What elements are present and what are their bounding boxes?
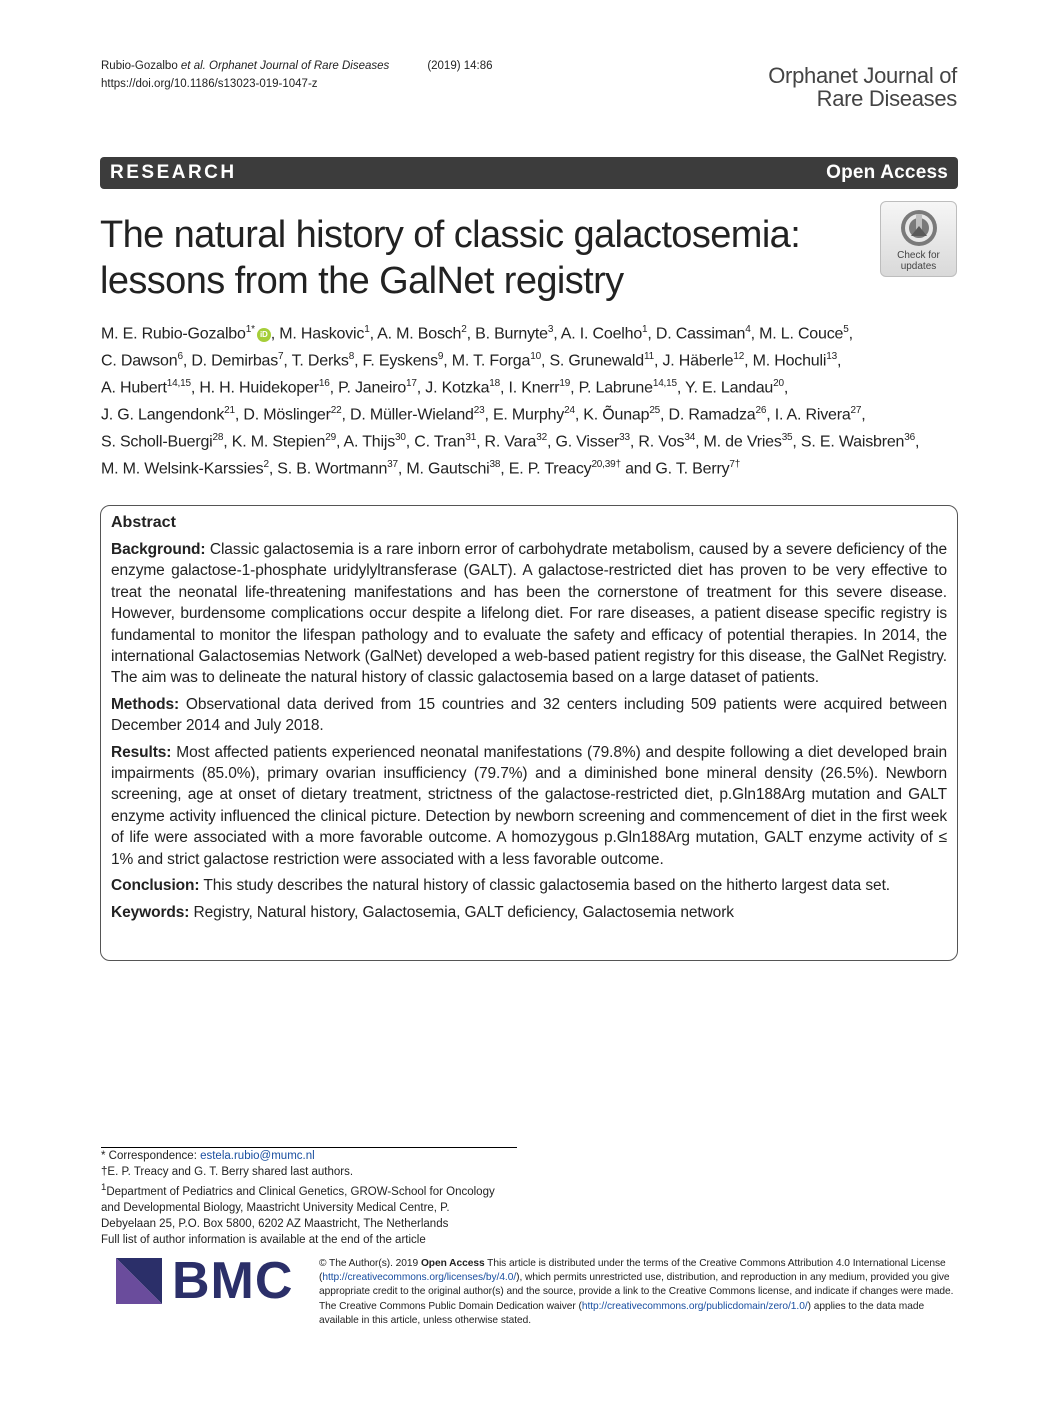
citation-authors: Rubio-Gozalbo: [101, 60, 181, 72]
affiliation: [101, 1180, 521, 1200]
author-affiliation-number: 33: [619, 431, 630, 443]
author-name: ,: [861, 406, 866, 424]
author-name: , J. Häberle: [653, 352, 734, 370]
author-affiliation-number: 22: [330, 404, 342, 416]
check-for-updates-badge[interactable]: [880, 201, 957, 277]
author-name: ,: [783, 379, 789, 397]
check-for-updates-text: [897, 250, 940, 272]
title-line1: The natural history of classic galactosemia:: [100, 214, 801, 256]
author-name: , M. Gautschi: [397, 459, 490, 477]
correspondence-label: * Correspondence:: [101, 1150, 201, 1162]
author-name: S. Scholl-Buergi: [101, 433, 213, 451]
abstract-methods: [111, 694, 947, 737]
conclusion-label: Conclusion:: [111, 877, 200, 895]
affiliation-line2: and Developmental Biology, Maastricht University Medical Centre, P.: [101, 1201, 450, 1214]
author-affiliation-number: 4: [745, 324, 751, 335]
author-affiliation-number: 14,15: [652, 377, 677, 389]
author-name: , E. P. Treacy: [500, 459, 592, 477]
abstract-keywords: [111, 902, 947, 923]
author-name: , J. Kotzka: [416, 379, 490, 397]
author-name: , M. T. Forga: [443, 352, 531, 370]
journal-name-line1: Orphanet Journal of: [768, 63, 957, 88]
results-text: Most affected patients experienced neonatal manifestations (79.8%) and despite following a diet developed brain impairments (85.0%), primary ovarian insufficiency (79.7%) and a diminished bone mineral density (26.5%). Newborn screening, age at onset of dietary treatment, strictness of the galactose-restricted diet, p.Gln188Arg mutation and GALT enzyme activity influenced the clinical picture. Detection by newborn screening and commencement of diet in the first week of life were associated with a more favorable outcome. A homozygous p.Gln188Arg mutation, GALT enzyme activity of ≤ 1% and strict galactose restriction were associated with a less favorable outcome.: [111, 743, 947, 868]
author-affiliation-number: 14,15: [166, 377, 191, 389]
author-affiliation-number: 13: [826, 350, 837, 362]
author-name: , D. Möslinger: [234, 406, 331, 424]
author-affiliation-number: 29: [325, 431, 336, 443]
author-affiliation-number: 30: [395, 431, 406, 443]
citation-volume: (2019) 14:86: [427, 60, 493, 72]
author-affiliation-number: 7†: [729, 458, 741, 470]
bmc-logo: [116, 1252, 294, 1310]
author-affiliation-number: 19: [559, 377, 571, 389]
author-name: , H. H. Huidekoper: [190, 379, 319, 397]
correspondence: [101, 1148, 521, 1164]
author-affiliation-number: 21: [224, 404, 235, 416]
author-line: [101, 319, 961, 346]
background-text: Classic galactosemia is a rare inborn error of carbohydrate metabolism, caused by a severe deficiency of the enzyme galactose-1-phosphate uridylyltransferase (GALT). A galactose-restricted diet has proven to be very effective to treat the neonatal life-threatening manifestations and has been the cornerstone of treatment for this severe disease. However, burdensome complications occur despite a lifelong diet. For rare diseases, a patient disease specific registry is fundamental to monitor the lifespan pathology and to evaluate the safety and efficacy of potential therapies. In 2014, the international Galactosemias Network (GalNet) developed a web-based patient registry for this disease, the GalNet Registry. The aim was to delineate the natural history of classic galactosemia based on a large dataset of patients.: [111, 541, 947, 687]
author-affiliation-number: 6: [177, 350, 183, 362]
author-affiliation-number: 28: [212, 431, 224, 443]
author-affiliation-number: 2: [461, 324, 467, 335]
author-name: , E. Murphy: [484, 406, 565, 424]
methods-text: Observational data derived from 15 countries and 32 centers including 509 patients were acquired between December 2014 and July 2018.: [111, 695, 947, 735]
results-label: Results:: [111, 743, 172, 761]
author-affiliation-number: 26: [755, 404, 767, 416]
author-affiliation-number: 3: [547, 324, 554, 335]
author-affiliation-number: 2: [263, 458, 269, 470]
author-name: , S. B. Wortmann: [268, 459, 388, 477]
abstract-heading: Abstract: [111, 514, 176, 531]
author-name: , D. Müller-Wieland: [341, 406, 474, 424]
doi-link[interactable]: https://doi.org/10.1186/s13023-019-1047-z: [101, 78, 318, 90]
author-affiliation-number: 10: [530, 350, 541, 362]
open-access-label: Open Access: [826, 162, 948, 183]
license-cc0-link[interactable]: http://creativecommons.org/publicdomain/zero/1.0/: [581, 1300, 808, 1312]
author-name: , D. Cassiman: [647, 325, 746, 343]
check-for-updates-line2: updates: [900, 261, 937, 272]
conclusion-text: This study describes the natural history of classic galactosemia based on the hitherto largest data set.: [199, 877, 890, 895]
author-name: , K. M. Stepien: [223, 433, 326, 451]
abstract-conclusion: [111, 875, 947, 896]
section-banner: [100, 157, 958, 189]
author-name: , P. Janeiro: [329, 379, 407, 397]
abstract-background: [111, 539, 947, 689]
author-name: , M. L. Couce: [750, 325, 844, 343]
author-name: J. G. Langendonk: [101, 406, 225, 424]
author-affiliation-number: 37: [387, 458, 398, 470]
author-affiliation-number: 38: [489, 458, 501, 470]
affiliation-line3: Debyelaan 25, P.O. Box 5800, 6202 AZ Maastricht, The Netherlands: [101, 1217, 449, 1230]
author-name: , D. Demirbas: [182, 352, 279, 370]
author-name: , M. Hochuli: [744, 352, 827, 370]
abstract-results: [111, 742, 947, 870]
keywords-label: Keywords:: [111, 903, 190, 921]
author-affiliation-number: 27: [850, 404, 862, 416]
author-affiliation-number: 7: [278, 350, 284, 362]
author-name: , M. Haskovic: [270, 325, 365, 343]
license-text-3: ) applies to the data made available in this article, unless otherwise stated.: [319, 1300, 925, 1326]
author-name: and G. T. Berry: [620, 459, 730, 477]
author-affiliation-number: 20: [773, 377, 784, 389]
author-line: [101, 373, 961, 400]
author-name: , Y. E. Landau: [676, 379, 774, 397]
author-line: [101, 454, 961, 481]
license-open-access: Open Access: [420, 1258, 485, 1269]
background-label: Background:: [111, 541, 206, 558]
author-name: , K. Õunap: [574, 406, 650, 424]
author-affiliation-number: 1: [364, 324, 370, 335]
author-name: , C. Tran: [405, 433, 466, 451]
author-affiliation-number: 20,39†: [591, 458, 621, 470]
author-name: A. Hubert: [101, 379, 167, 397]
author-name: , R. Vos: [629, 433, 685, 451]
citation-etal: et al.: [180, 60, 206, 72]
author-affiliation-number: 11: [643, 350, 654, 362]
running-header: [101, 57, 493, 93]
affiliation-line1: Department of Pediatrics and Clinical Genetics, GROW-School for Oncology: [106, 1185, 495, 1198]
author-affiliation-number: 18: [489, 377, 501, 389]
author-affiliation-number: 23: [473, 404, 485, 416]
author-affiliation-number: 25: [649, 404, 661, 416]
correspondence-email-link[interactable]: estela.rubio@mumc.nl: [200, 1150, 315, 1162]
author-name: , I. Knerr: [500, 379, 560, 397]
author-affiliation-number: 12: [733, 350, 745, 362]
author-line: [101, 427, 961, 454]
crossmark-icon: [899, 208, 939, 248]
author-affiliation-number: 35: [781, 431, 793, 443]
author-affiliation-number: 1: [642, 324, 648, 335]
article-title: [100, 212, 860, 304]
author-name: , S. E. Waisbren: [792, 433, 905, 451]
keywords-text: Registry, Natural history, Galactosemia, GALT deficiency, Galactosemia network: [189, 903, 734, 921]
author-name: , B. Burnyte: [466, 325, 548, 343]
author-name: , S. Grunewald: [540, 352, 644, 370]
author-name: , D. Ramadza: [660, 406, 756, 424]
journal-name: [768, 64, 957, 110]
check-for-updates-line1: Check for: [897, 250, 940, 261]
bmc-mark-icon: [116, 1258, 162, 1304]
license-text-2: ), which permits unrestricted use, distribution, and reproduction in any medium, provided you give appropriate credit to the original author(s) and the source, provide a link to the Creative Commons license, and indicate if changes were made. The Creative Commons Public Domain Dedication waiver (: [319, 1272, 954, 1312]
license-statement: [319, 1257, 959, 1328]
author-name: , P. Labrune: [570, 379, 653, 397]
methods-label: Methods:: [111, 695, 180, 713]
author-affiliation-number: 8: [348, 350, 355, 362]
bmc-wordmark: BMC: [172, 1252, 294, 1310]
citation-line: [101, 57, 493, 75]
citation-journal: Orphanet Journal of Rare Diseases: [205, 60, 390, 72]
affiliation-number: 1: [101, 1182, 107, 1193]
orcid-icon[interactable]: iD: [257, 328, 271, 342]
author-name: ,: [836, 352, 842, 370]
author-line: [101, 346, 961, 373]
author-name: , G. Visser: [546, 433, 620, 451]
author-name: , T. Derks: [283, 352, 349, 370]
abstract-box: [100, 505, 958, 961]
author-name: M. M. Welsink-Karssies: [101, 459, 264, 477]
title-line2: lessons from the GalNet registry: [100, 260, 624, 302]
author-name: , M. de Vries: [695, 433, 782, 451]
author-affiliation-number: 9: [437, 350, 444, 362]
author-affiliation-number: 16: [318, 377, 330, 389]
author-name: , A. I. Coelho: [553, 325, 643, 343]
shared-authorship-note: †E. P. Treacy and G. T. Berry shared last authors.: [101, 1166, 354, 1178]
author-name: , R. Vara: [476, 433, 537, 451]
journal-name-line2: Rare Diseases: [816, 86, 957, 111]
author-name: ,: [848, 325, 853, 343]
author-line: [101, 400, 961, 427]
author-affiliation-number: 17: [406, 377, 417, 389]
license-text-1: This article is distributed under the terms of the Creative Commons Attribution 4.0 International License (: [319, 1258, 946, 1284]
author-affiliation-number: 1*: [245, 324, 255, 335]
author-name: , I. A. Rivera: [766, 406, 851, 424]
author-name: , F. Eyskens: [354, 352, 438, 370]
author-affiliation-number: 24: [564, 404, 575, 416]
author-name: C. Dawson: [101, 352, 178, 370]
author-name: M. E. Rubio-Gozalbo: [101, 325, 246, 343]
author-list: [101, 319, 961, 481]
author-name: ,: [914, 433, 920, 451]
license-copyright: © The Author(s). 2019: [319, 1258, 421, 1269]
author-affiliation-number: 5: [843, 324, 849, 335]
author-affiliation-number: 36: [904, 431, 915, 443]
section-label: RESEARCH: [110, 162, 237, 183]
author-affiliation-number: 34: [684, 431, 696, 443]
author-name: , A. Thijs: [335, 433, 396, 451]
author-info-note: Full list of author information is available at the end of the article: [101, 1233, 426, 1246]
footnotes: [101, 1148, 521, 1248]
author-name: , A. M. Bosch: [369, 325, 462, 343]
author-affiliation-number: 32: [536, 431, 547, 443]
license-cc-by-link[interactable]: http://creativecommons.org/licenses/by/4.0/: [322, 1272, 517, 1284]
author-affiliation-number: 31: [465, 431, 477, 443]
